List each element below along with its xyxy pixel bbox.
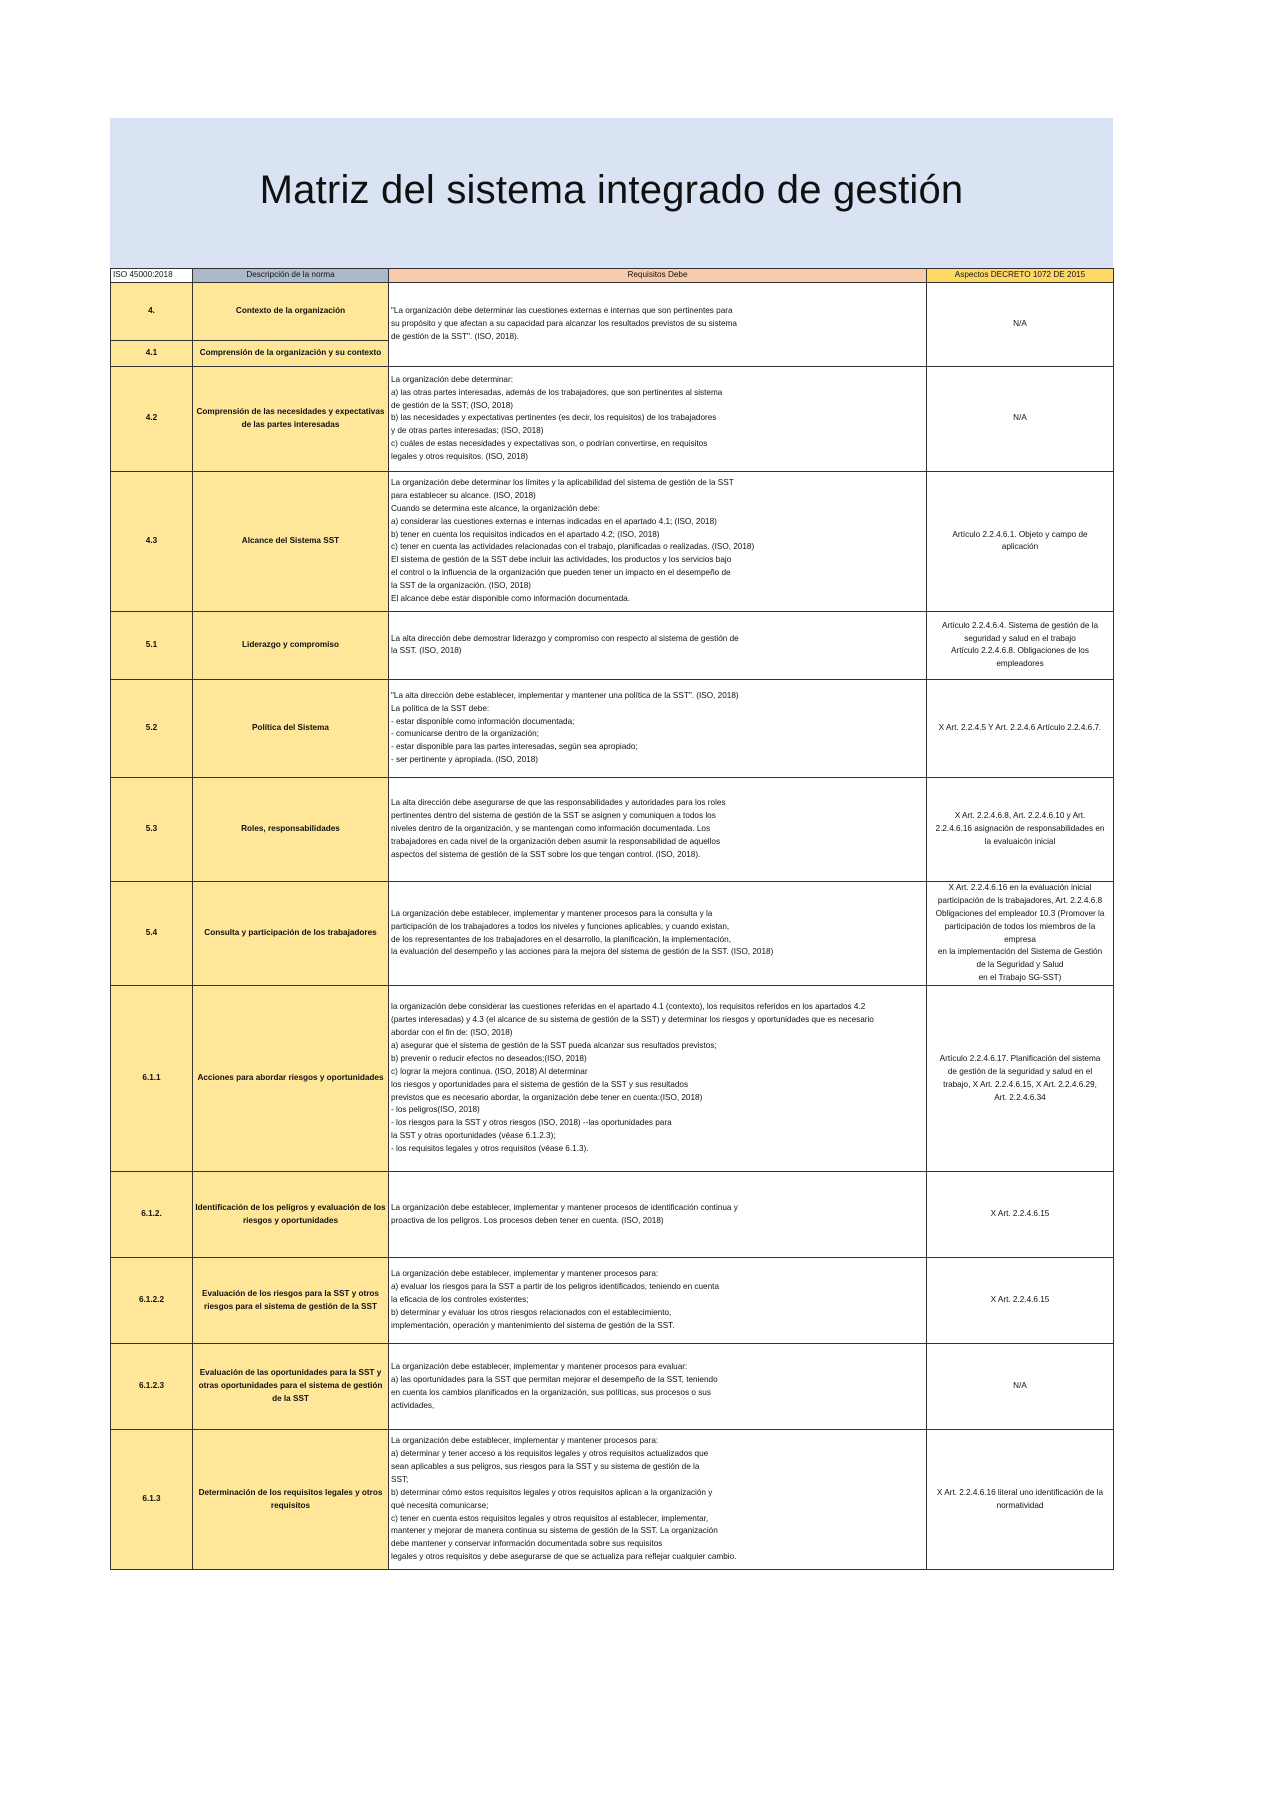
row-code: 4.2 xyxy=(111,366,193,471)
row-code: 5.3 xyxy=(111,777,193,881)
row-aspects: N/A xyxy=(927,1344,1114,1430)
row-description: Determinación de los requisitos legales y otros requisitos xyxy=(193,1430,389,1570)
table-row xyxy=(111,282,1114,340)
row-code: 5.4 xyxy=(111,881,193,985)
row-description: Evaluación de las oportunidades para la SST y otras oportunidades para el sistema de gestión de la SST xyxy=(193,1344,389,1430)
header-requirements: Requisitos Debe xyxy=(389,269,927,283)
row-code: 4. xyxy=(111,282,193,340)
table-row xyxy=(111,986,1114,1172)
title-banner xyxy=(110,118,1113,268)
row-requirements: "La alta dirección debe establecer, implementar y mantener una política de la SST". (ISO, 2018) La política de la SST debe: - estar disponible como información documentada; - comunicarse dentro de la organización; - estar disponible para las partes interesadas, según sea apropiado; - ser pertinente y apropiada. (ISO, 2018) xyxy=(389,679,927,777)
row-aspects: X Art. 2.2.4.6.8, Art. 2.2.4.6.10 y Art. 2.2.4.6.16 asignación de responsabilidades en la evaluaicón inicial xyxy=(927,777,1114,881)
table-row xyxy=(111,1258,1114,1344)
row-description: Identificación de los peligros y evaluación de los riesgos y oportunidades xyxy=(193,1172,389,1258)
row-description: Acciones para abordar riesgos y oportunidades xyxy=(193,986,389,1172)
row-requirements: La organización debe establecer, implementar y mantener procesos para: a) determinar y tener acceso a los requisitos legales y otros requisitos actualizados que sean aplicables a sus peligros, sus riesgos para la SST y su sistema de gestión de la SST; b) determinar cómo estos requisitos legales y otros requisitos aplican a la organización y qué necesita comunicarse; c) tener en cuenta estos requisitos legales y otros requisitos al establecer, implementar, mantener y mejorar de manera continua su sistema de gestión de la SST. La organización debe mantener y conservar información documentada sobre sus requisitos legales y otros requisitos y debe asegurarse de que se actualiza para reflejar cualquier cambio. xyxy=(389,1430,927,1570)
row-aspects: Artículo 2.2.4.6.4. Sistema de gestión de la seguridad y salud en el trabajo Artículo 2.2.4.6.8. Obligaciones de los empleadores xyxy=(927,611,1114,679)
row-description: Contexto de la organización xyxy=(193,282,389,340)
table-row xyxy=(111,1344,1114,1430)
row-code: 6.1.2.3 xyxy=(111,1344,193,1430)
row-requirements: La organización debe establecer, implementar y mantener procesos para: a) evaluar los riesgos para la SST a partir de los peligros identificados, teniendo en cuenta la eficacia de los controles existentes; b) determinar y evaluar los otros riesgos relacionados con el establecimiento, implementación, operación y mantenimiento del sistema de gestión de la SST. xyxy=(389,1258,927,1344)
table-row xyxy=(111,679,1114,777)
row-description: Evaluación de los riesgos para la SST y otros riesgos para el sistema de gestión de la SST xyxy=(193,1258,389,1344)
row-aspects: X Art. 2.2.4.6.15 xyxy=(927,1172,1114,1258)
table-row xyxy=(111,1172,1114,1258)
row-description: Política del Sistema xyxy=(193,679,389,777)
row-code: 6.1.2. xyxy=(111,1172,193,1258)
row-description: Roles, responsabilidades xyxy=(193,777,389,881)
header-description: Descripción de la norma xyxy=(193,269,389,283)
row-aspects: N/A xyxy=(927,366,1114,471)
table-row xyxy=(111,471,1114,611)
row-requirements: La organización debe establecer, implementar y mantener procesos para la consulta y la participación de los trabajadores a todos los niveles y funciones aplicables, y cuando existan, de los representantes de los trabajadores en el desarrollo, la planificación, la implementación, la evaluación del desempeño y las acciones para la mejora del sistema de gestión de la SST. (ISO, 2018) xyxy=(389,881,927,985)
row-code: 6.1.3 xyxy=(111,1430,193,1570)
row-code: 5.1 xyxy=(111,611,193,679)
row-code: 5.2 xyxy=(111,679,193,777)
row-description: Liderazgo y compromiso xyxy=(193,611,389,679)
table-row xyxy=(111,1430,1114,1570)
row-aspects: X Art. 2.2.4.6.16 literal uno identificación de la normatividad xyxy=(927,1430,1114,1570)
row-aspects: X Art. 2.2.4.5 Y Art. 2.2.4.6 Artículo 2.2.4.6.7. xyxy=(927,679,1114,777)
header-iso: ISO 45000:2018 xyxy=(111,269,193,283)
row-aspects: N/A xyxy=(927,282,1114,366)
header-aspects: Aspectos DECRETO 1072 DE 2015 xyxy=(927,269,1114,283)
row-aspects: X Art. 2.2.4.6.16 en la evaluación inicial participación de ls trabajadores, Art. 2.2.4.6.8 Obligaciones del empleador 10.3 (Promover la participación de todos los miembros de la empresa en la implementación del Sistema de Gestión de la Seguridad y Salud en el Trabajo SG-SST) xyxy=(927,881,1114,985)
row-requirements: La organización debe establecer, implementar y mantener procesos de identificación continua y proactiva de los peligros. Los procesos deben tener en cuenta. (ISO, 2018) xyxy=(389,1172,927,1258)
row-requirements: La organización debe establecer, implementar y mantener procesos para evaluar: a) las oportunidades para la SST que permitan mejorar el desempeño de la SST, teniendo en cuenta los cambios planificados en la organización, sus políticas, sus procesos o sus actividades, xyxy=(389,1344,927,1430)
row-requirements: La organización debe determinar: a) las otras partes interesadas, además de los trabajadores, que son pertinentes al sistema de gestión de la SST; (ISO, 2018) b) las necesidades y expectativas pertinentes (es decir, los requisitos) de los trabajadores y de otras partes interesadas; (ISO, 2018) c) cuáles de estas necesidades y expectativas son, o podrían convertirse, en requisitos legales y otros requisitos. (ISO, 2018) xyxy=(389,366,927,471)
row-code: 6.1.2.2 xyxy=(111,1258,193,1344)
page-title: Matriz del sistema integrado de gestión xyxy=(259,168,964,212)
row-description: Alcance del Sistema SST xyxy=(193,471,389,611)
row-requirements: La organización debe determinar los límites y la aplicabilidad del sistema de gestión de la SST para establecer su alcance. (ISO, 2018) Cuando se determina este alcance, la organización debe: a) considerar las cuestiones externas e internas indicadas en el apartado 4.1; (ISO, 2018) b) tener en cuenta los requisitos indicados en el apartado 4.2; (ISO, 2018) c) tener en cuenta las actividades relacionadas con el trabajo, planificadas o realizadas. (ISO, 2018) El sistema de gestión de la SST debe incluir las actividades, los productos y los servicios bajo el control o la influencia de la organización que pueden tener un impacto en el desempeño de la SST de la organización. (ISO, 2018) El alcance debe estar disponible como información documentada. xyxy=(389,471,927,611)
row-requirements: La alta dirección debe demostrar liderazgo y compromiso con respecto al sistema de gestión de la SST. (ISO, 2018) xyxy=(389,611,927,679)
row-code: 4.3 xyxy=(111,471,193,611)
row-description: Comprensión de las necesidades y expectativas de las partes interesadas xyxy=(193,366,389,471)
row-requirements: la organización debe considerar las cuestiones referidas en el apartado 4.1 (contexto), los requisitos referidos en los apartados 4.2 (partes interesadas) y 4.3 (el alcance de su sistema de gestión de la SST) y determinar los riesgos y oportunidades que es necesario abordar con el fin de: (ISO, 2018) a) asegurar que el sistema de gestión de la SST pueda alcanzar sus resultados previstos; b) prevenir o reducir efectos no deseados;(ISO, 2018) c) lograr la mejora continua. (ISO, 2018) Al determinar los riesgos y oportunidades para el sistema de gestión de la SST y sus resultados previstos que es necesario abordar, la organización debe tener en cuenta:(ISO, 2018) - los peligros(ISO, 2018) - los riesgos para la SST y otros riesgos (ISO, 2018) --las oportunidades para la SST y otras oportunidades (véase 6.1.2.3); - los requisitos legales y otros requisitos (véase 6.1.3). xyxy=(389,986,927,1172)
row-description: Comprensión de la organización y su contexto xyxy=(193,340,389,366)
row-code: 4.1 xyxy=(111,340,193,366)
row-code: 6.1.1 xyxy=(111,986,193,1172)
row-requirements: "La organización debe determinar las cuestiones externas e internas que son pertinentes para su propósito y que afectan a su capacidad para alcanzar los resultados previstos de su sistema de gestión de la SST". (ISO, 2018). xyxy=(389,282,927,366)
table-row xyxy=(111,611,1114,679)
row-aspects: Artículo 2.2.4.6.1. Objeto y campo de aplicación xyxy=(927,471,1114,611)
table-row xyxy=(111,366,1114,471)
requirements-matrix xyxy=(110,268,1114,1570)
header-row xyxy=(111,269,1114,283)
row-aspects: Artículo 2.2.4.6.17. Planificación del sistema de gestión de la seguridad y salud en el trabajo, X Art. 2.2.4.6.15, X Art. 2.2.4.6.29, Art. 2.2.4.6.34 xyxy=(927,986,1114,1172)
row-description: Consulta y participación de los trabajadores xyxy=(193,881,389,985)
row-aspects: X Art. 2.2.4.6.15 xyxy=(927,1258,1114,1344)
row-requirements: La alta dirección debe asegurarse de que las responsabilidades y autoridades para los roles pertinentes dentro del sistema de gestión de la SST se asignen y comuniquen a todos los niveles dentro de la organización, y se mantengan como información documentada. Los trabajadores en cada nivel de la organización deben asumir la responsabilidad de aquellos aspectos del sistema de gestión de la SST sobre los que tengan control. (ISO, 2018). xyxy=(389,777,927,881)
table-row xyxy=(111,777,1114,881)
table-row xyxy=(111,881,1114,985)
